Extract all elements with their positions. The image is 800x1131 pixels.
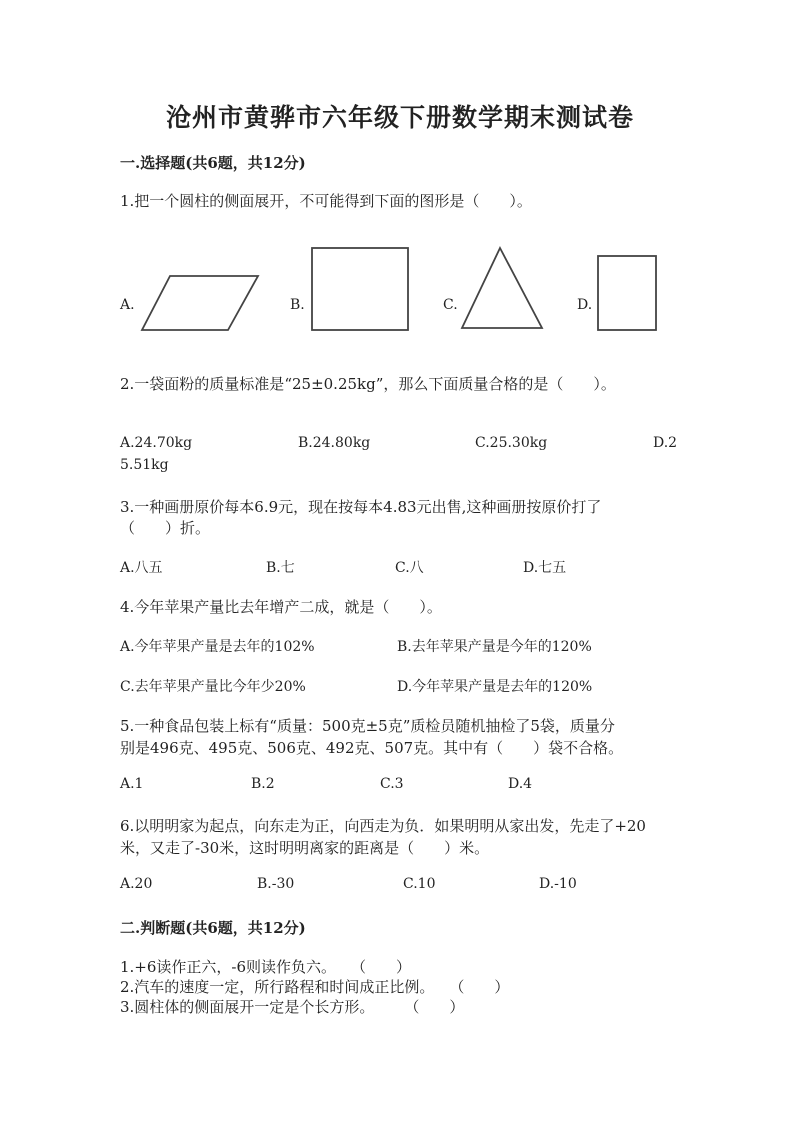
judge-item-1: 1.+6读作正六，-6则读作负六。 （ ） bbox=[120, 958, 412, 976]
judge-item-2: 2.汽车的速度一定，所行路程和时间成正比例。 （ ） bbox=[120, 978, 510, 996]
q2-option-d: D.2 bbox=[653, 435, 678, 451]
q6-option-a: A.20 bbox=[120, 876, 153, 892]
q6-option-b: B.-30 bbox=[257, 876, 295, 892]
question-3-stem-line2: （ ）折。 bbox=[120, 519, 211, 537]
question-5-stem-line1: 5.一种食品包装上标有“质量：500克±5克”质检员随机抽检了5袋，质量分 bbox=[120, 717, 615, 735]
q2-option-c: C.25.30kg bbox=[475, 435, 548, 451]
q1-option-b-label: B. bbox=[290, 297, 305, 313]
question-1-stem: 1.把一个圆柱的侧面展开，不可能得到下面的图形是（ ）。 bbox=[120, 192, 532, 210]
triangle-figure bbox=[460, 246, 544, 332]
q3-option-c: C.八 bbox=[395, 560, 424, 576]
q4-option-a: A.今年苹果产量是去年的102% bbox=[120, 639, 315, 655]
q4-option-b: B.去年苹果产量是今年的120% bbox=[397, 639, 592, 655]
q3-option-a: A.八五 bbox=[120, 560, 163, 576]
q4-option-d: D.今年苹果产量是去年的120% bbox=[397, 679, 593, 695]
question-6-stem-line1: 6.以明明家为起点，向东走为正，向西走为负．如果明明从家出发，先走了+20 bbox=[120, 817, 646, 835]
q1-option-a-label: A. bbox=[120, 297, 135, 313]
question-5-stem-line2: 别是496克、495克、506克、492克、507克。其中有（ ）袋不合格。 bbox=[120, 739, 624, 757]
q2-option-a: A.24.70kg bbox=[120, 435, 193, 451]
page-title: 沧州市黄骅市六年级下册数学期末测试卷 bbox=[165, 103, 634, 132]
q4-option-c: C.去年苹果产量比今年少20% bbox=[120, 679, 306, 695]
q5-option-c: C.3 bbox=[380, 776, 404, 792]
q2-option-b: B.24.80kg bbox=[298, 435, 371, 451]
section-heading-choice: 一.选择题(共6题，共12分) bbox=[120, 154, 306, 172]
parallelogram-figure bbox=[140, 274, 260, 332]
square-figure bbox=[310, 246, 410, 332]
question-3-stem-line1: 3.一种画册原价每本6.9元，现在按每本4.83元出售,这种画册按原价打了 bbox=[120, 498, 602, 516]
section-heading-judge: 二.判断题(共6题，共12分) bbox=[120, 919, 306, 937]
question-4-stem: 4.今年苹果产量比去年增产二成，就是（ ）。 bbox=[120, 598, 442, 616]
q1-option-d-label: D. bbox=[577, 297, 593, 313]
q6-option-c: C.10 bbox=[403, 876, 436, 892]
q1-option-c-label: C. bbox=[443, 297, 458, 313]
question-2-stem: 2.一袋面粉的质量标准是“25±0.25kg”，那么下面质量合格的是（ ）。 bbox=[120, 375, 616, 393]
q5-option-b: B.2 bbox=[251, 776, 275, 792]
q6-option-d: D.-10 bbox=[539, 876, 577, 892]
q3-option-d: D.七五 bbox=[523, 560, 567, 576]
judge-item-3: 3.圆柱体的侧面展开一定是个长方形。 （ ） bbox=[120, 998, 465, 1016]
q3-option-b: B.七 bbox=[266, 560, 295, 576]
q2-option-d-wrap: 5.51kg bbox=[120, 457, 169, 473]
rectangle-figure bbox=[596, 254, 658, 332]
q5-option-d: D.4 bbox=[508, 776, 533, 792]
q5-option-a: A.1 bbox=[120, 776, 144, 792]
question-6-stem-line2: 米，又走了-30米，这时明明离家的距离是（ ）米。 bbox=[120, 839, 490, 857]
